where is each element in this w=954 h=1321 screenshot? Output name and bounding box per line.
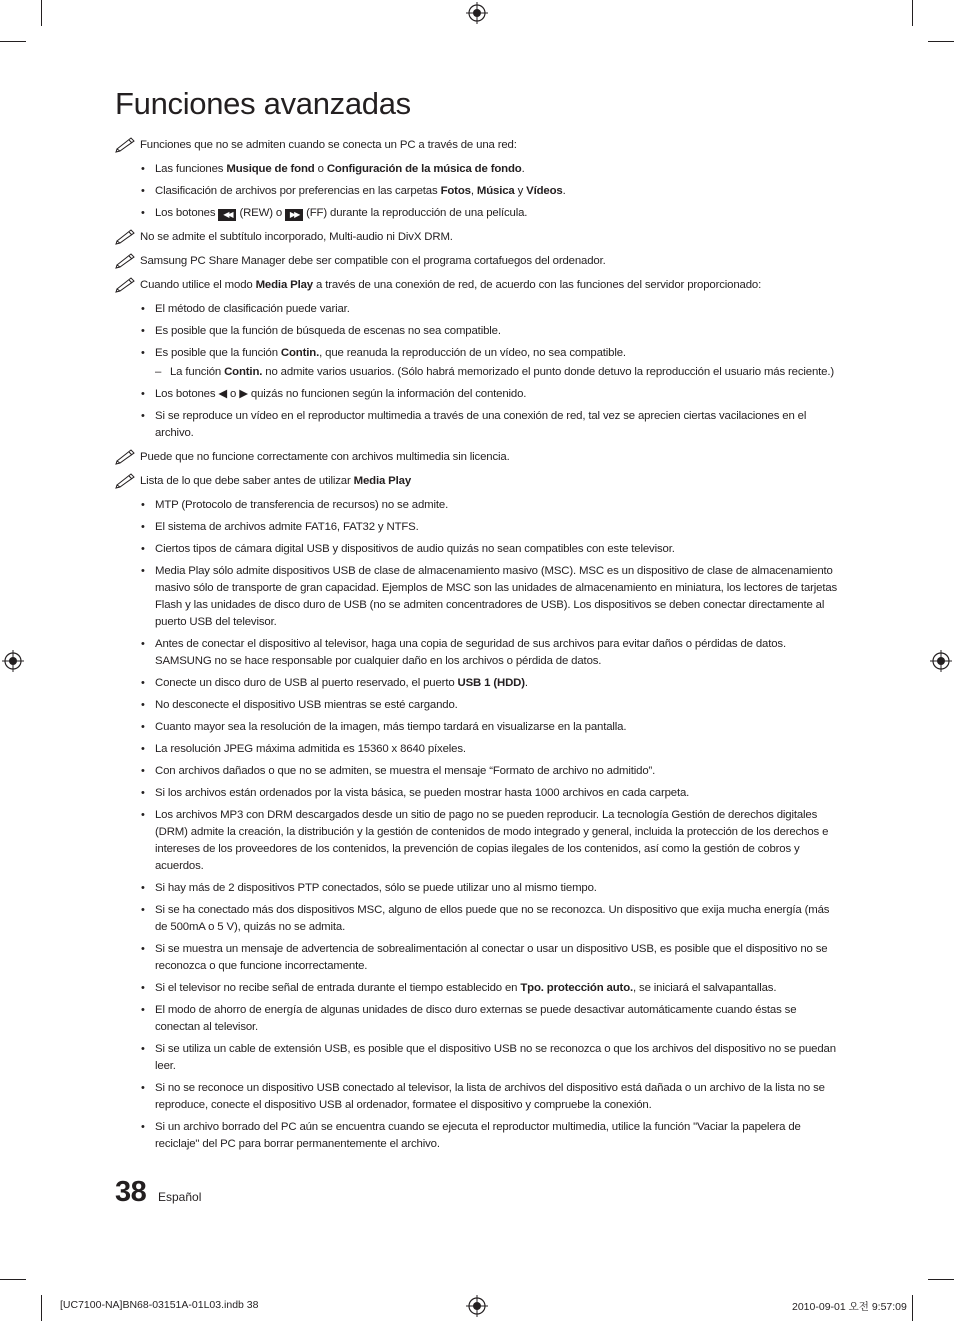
crop-mark (41, 1295, 42, 1321)
list-item: • Es posible que la función de búsqueda de escenas no sea compatible. (155, 323, 841, 340)
note-text: Puede que no funcione correctamente con archivos multimedia sin licencia. (140, 451, 510, 463)
list-item: • Media Play sólo admite dispositivos USB de clase de almacenamiento masivo (MSC). MSC es un dispositivo de clase de almacenamiento masivo sólo de transporte de gran capacidad. Ejemplos de MSC son las unidades de almacenamiento en miniatura, los lectores de tarjetas Flash y las unidades de disco duro de USB (no se admiten concentradores de USB). Los dispositivos se deben conectar directamente al puerto USB del televisor. (155, 563, 841, 631)
crop-mark (912, 1295, 913, 1321)
pencil-note-icon (115, 447, 137, 465)
note (115, 449, 841, 466)
note (115, 253, 841, 270)
list-item: • Ciertos tipos de cámara digital USB y dispositivos de audio quizás no sean compatibles con este televisor. (155, 541, 841, 558)
list-item: • Si los archivos están ordenados por la vista básica, se pueden mostrar hasta 1000 archivos en cada carpeta. (155, 785, 841, 802)
list-item: • Si se utiliza un cable de extensión USB, es posible que el dispositivo USB no se reconozca o que los archivos del dispositivo no se puedan leer. (155, 1041, 841, 1075)
list-item: • El modo de ahorro de energía de algunas unidades de disco duro externas se puede desactivar automáticamente cuando éstas se conectan al televisor. (155, 1002, 841, 1036)
rew-button-icon: ◀◀ (218, 209, 236, 221)
list-item: • Si se ha conectado más dos dispositivos MSC, alguno de ellos puede que no se reconozca. Un dispositivo que exija mucha energía (más de 500mA o 5 V), quizás no se admita. (155, 902, 841, 936)
page-language: Español (158, 1190, 202, 1204)
list-item: • Antes de conectar el dispositivo al televisor, haga una copia de seguridad de sus archivos para evitar daños o pérdidas de datos. SAMSUNG no se hace responsable por cualquier daño en los archivos o pérdida de datos. (155, 636, 841, 670)
list-item: • MTP (Protocolo de transferencia de recursos) no se admite. (155, 497, 841, 514)
list-item: • Los botones ◀ o ▶ quizás no funcionen según la información del contenido. (155, 386, 841, 403)
content (115, 137, 841, 1160)
list-item: • Cuanto mayor sea la resolución de la imagen, más tiempo tardará en visualizarse en la pantalla. (155, 719, 841, 736)
registration-mark-icon (466, 2, 488, 24)
pencil-note-icon (115, 251, 137, 269)
list-item: • Conecte un disco duro de USB al puerto reservado, el puerto USB 1 (HDD). (155, 675, 841, 692)
page-title: Funciones avanzadas (115, 86, 411, 121)
list-item: • Si el televisor no recibe señal de entrada durante el tiempo establecido en Tpo. protección auto., se iniciará el salvapantallas. (155, 980, 841, 997)
pencil-note-icon (115, 227, 137, 245)
footer-file: [UC7100-NA]BN68-03151A-01L03.indb 38 (60, 1299, 259, 1311)
registration-mark-icon (930, 650, 952, 672)
registration-mark-icon (2, 650, 24, 672)
pencil-note-icon (115, 471, 137, 489)
crop-mark (0, 41, 26, 42)
note: Lista de lo que debe saber antes de utilizar Media Play (115, 473, 841, 490)
list-item: • Los archivos MP3 con DRM descargados desde un sitio de pago no se pueden reproducir. La tecnología Gestión de derechos digitales (DRM) admite la creación, la distribución y la gestión de contenidos de modo integrado y general, incluida la protección de los derechos e intereses de los proveedores de los contenidos, la prevención de copias ilegales de los contenidos, así como la gestión de cobros y acuerdos. (155, 807, 841, 875)
registration-mark-icon (466, 1295, 488, 1317)
note (115, 229, 841, 246)
pencil-note-icon (115, 135, 137, 153)
list-item: • Las funciones Musique de fond o Configuración de la música de fondo. (155, 161, 841, 178)
list-item: • Si se reproduce un vídeo en el reproductor multimedia a través de una conexión de red, tal vez se aprecien ciertas vacilaciones en el archivo. (155, 408, 841, 442)
note-text: Funciones que no se admiten cuando se conecta un PC a través de una red: (140, 139, 517, 151)
pencil-note-icon (115, 275, 137, 293)
page-number: 38 (115, 1176, 147, 1208)
crop-mark (928, 41, 954, 42)
list-item: • Con archivos dañados o que no se admiten, se muestra el mensaje “Formato de archivo no admitido”. (155, 763, 841, 780)
crop-mark (912, 0, 913, 26)
list-item: • Si no se reconoce un dispositivo USB conectado al televisor, la lista de archivos del dispositivo está dañada o un archivo de la lista no se reproduce, conecte el dispositivo USB al ordenador, formatee el dispositivo y compruebe la conexión. (155, 1080, 841, 1114)
list-item: • Es posible que la función Contin., que reanuda la reproducción de un vídeo, no sea compatible. – La función Contin. no admite varios usuarios. (Sólo habrá memorizado el punto donde detuvo la reproducción el usuario más reciente.) (155, 345, 841, 381)
note (115, 137, 841, 154)
list-item: • El sistema de archivos admite FAT16, FAT32 y NTFS. (155, 519, 841, 536)
sub-item: – La función Contin. no admite varios usuarios. (Sólo habrá memorizado el punto donde detuvo la reproducción el usuario más reciente.) (155, 366, 835, 378)
list-item: • Si hay más de 2 dispositivos PTP conectados, sólo se puede utilizar uno al mismo tiempo. (155, 880, 841, 897)
note: Cuando utilice el modo Media Play a través de una conexión de red, de acuerdo con las funciones del servidor proporcionado: (115, 277, 841, 294)
bullet-list (115, 497, 841, 1153)
crop-mark (0, 1279, 26, 1280)
footer-datetime: 2010-09-01 오전 9:57:09 (792, 1301, 907, 1313)
list-item: • No desconecte el dispositivo USB mientras se esté cargando. (155, 697, 841, 714)
list-item: • Si se muestra un mensaje de advertencia de sobrealimentación al conectar o usar un dispositivo USB, es posible que el dispositivo no se reconozca o que funcione incorrectamente. (155, 941, 841, 975)
list-item: • Los botones ◀◀ (REW) o ▶▶ (FF) durante la reproducción de una película. (155, 205, 841, 222)
list-item: • El método de clasificación puede variar. (155, 301, 841, 318)
note-text: Samsung PC Share Manager debe ser compatible con el programa cortafuegos del ordenador. (140, 255, 606, 267)
ff-button-icon: ▶▶ (285, 209, 303, 221)
crop-mark (928, 1279, 954, 1280)
crop-mark (41, 0, 42, 26)
bullet-list (115, 301, 841, 442)
list-item: • La resolución JPEG máxima admitida es 15360 x 8640 píxeles. (155, 741, 841, 758)
note-text: No se admite el subtítulo incorporado, Multi-audio ni DivX DRM. (140, 231, 453, 243)
bullet-list (115, 161, 841, 222)
list-item: • Clasificación de archivos por preferencias en las carpetas Fotos, Música y Vídeos. (155, 183, 841, 200)
list-item: • Si un archivo borrado del PC aún se encuentra cuando se ejecuta el reproductor multimedia, utilice la función "Vaciar la papelera de reciclaje" del PC para borrar permanentemente el archivo. (155, 1119, 841, 1153)
